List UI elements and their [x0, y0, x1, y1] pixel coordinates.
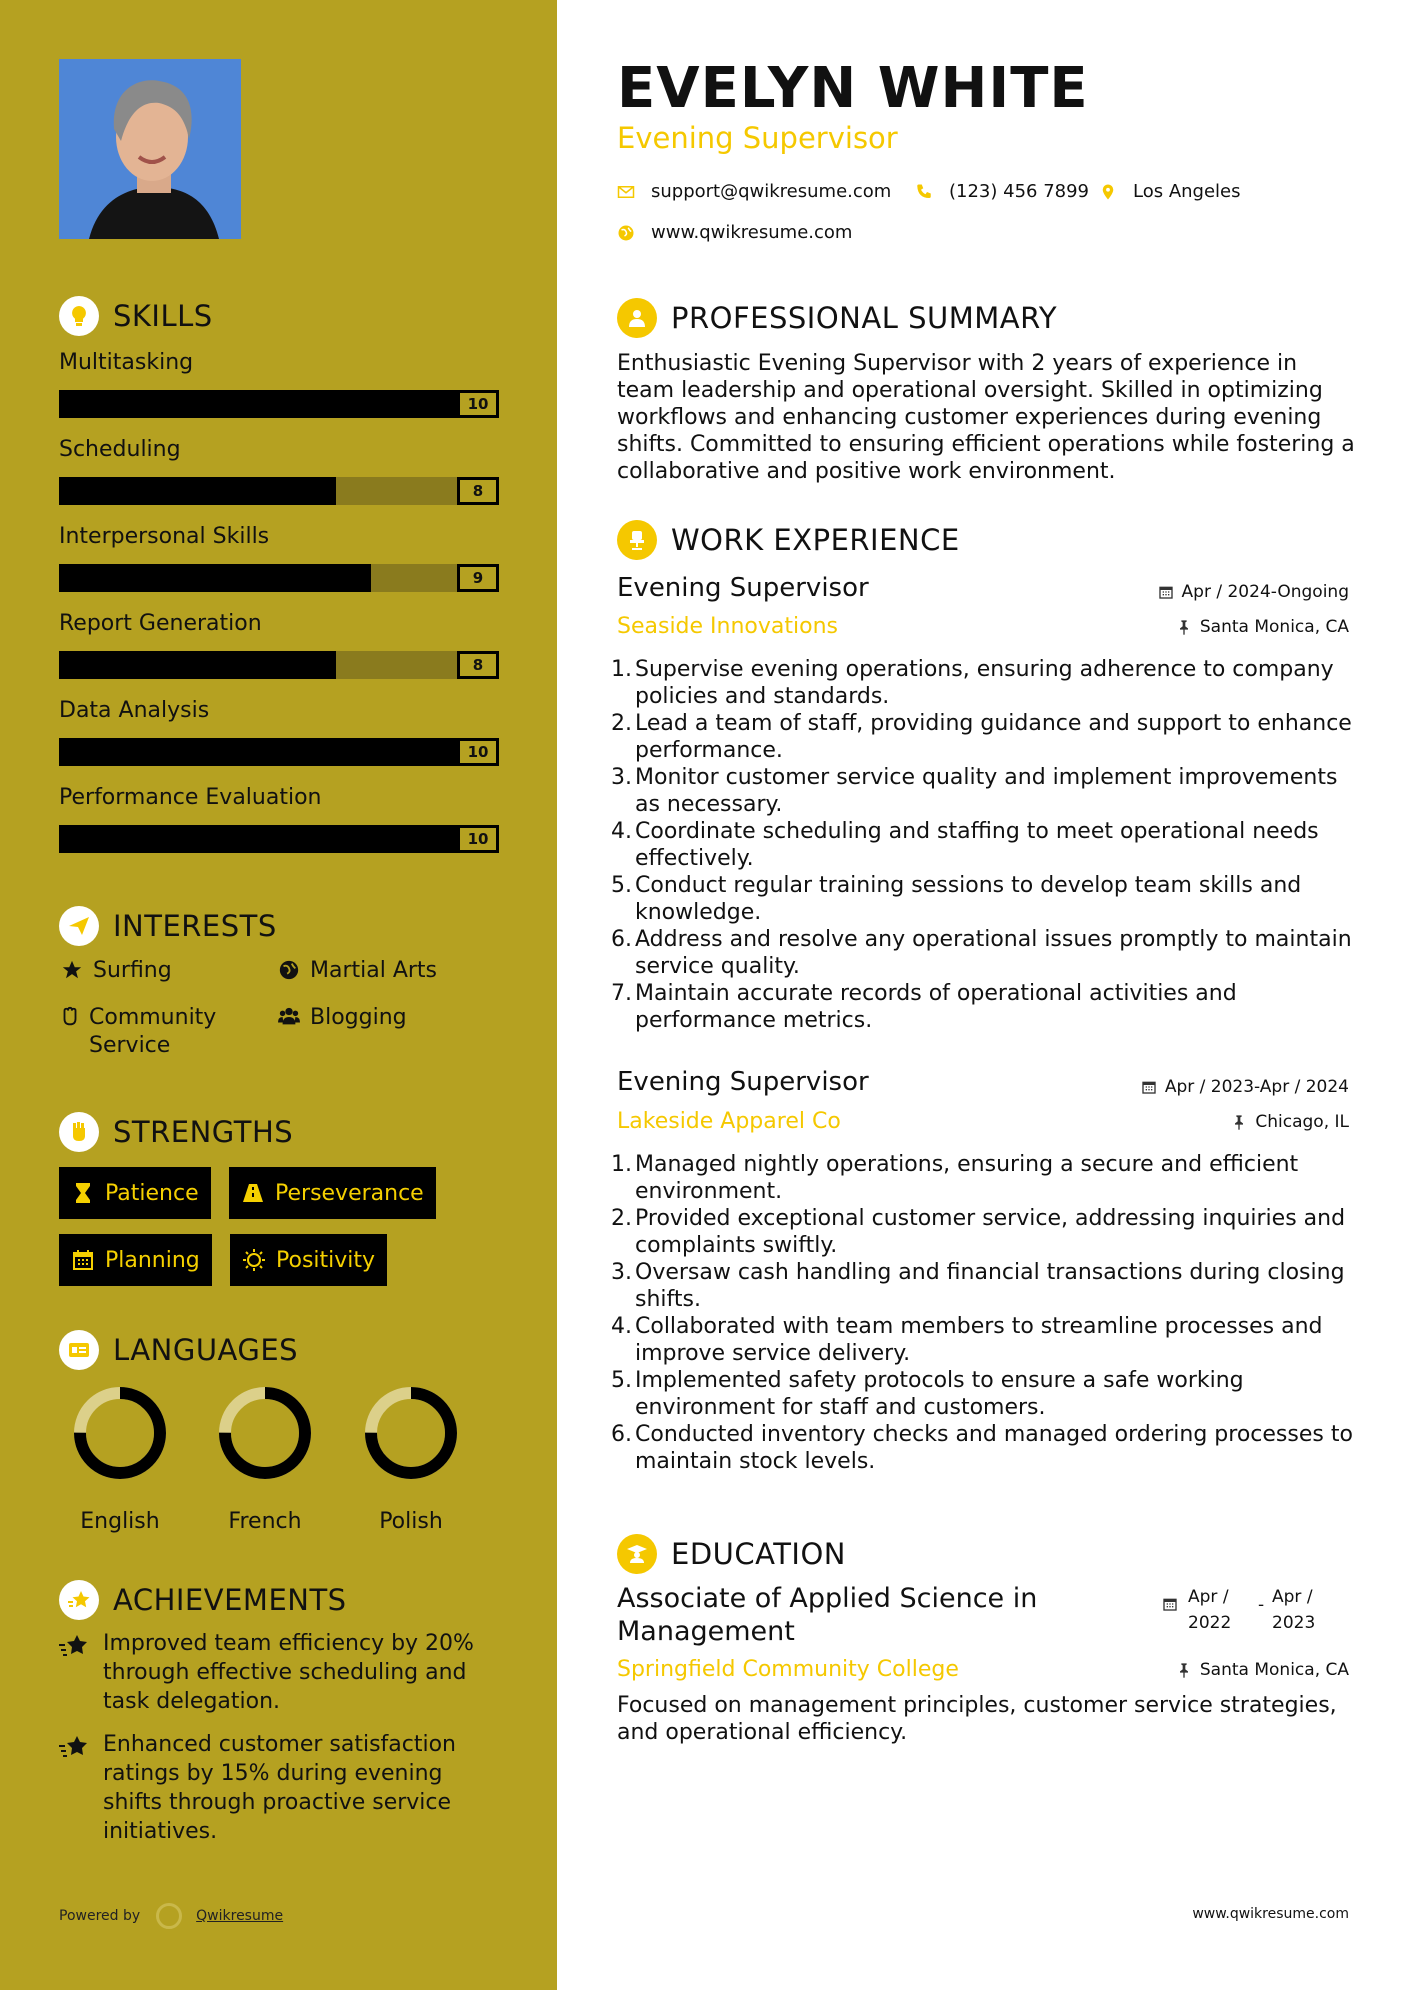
contact-email[interactable] — [617, 181, 891, 202]
skill-fill — [59, 390, 457, 418]
skill-level: 10 — [457, 738, 499, 766]
globe-icon — [276, 957, 302, 985]
skill-fill — [59, 825, 457, 853]
location-text: Los Angeles — [1133, 181, 1241, 202]
star-icon — [59, 957, 85, 985]
strength-label: Patience — [105, 1180, 199, 1206]
skill-fill — [59, 477, 336, 505]
candidate-name: EVELYN WHITE — [617, 56, 1089, 121]
strength-label: Perseverance — [275, 1180, 424, 1206]
skill-item — [59, 785, 499, 848]
interest-item — [59, 957, 172, 985]
achievement-text: Enhanced customer satisfaction ratings by 15% during evening shifts through proactive service initiatives. — [103, 1732, 456, 1844]
education-description: Focused on management principles, customer service strategies, and operational efficiency. — [617, 1693, 1337, 1745]
language-item — [356, 1385, 466, 1534]
graduate-icon — [617, 1534, 657, 1574]
duty-text: Collaborated with team members to streamline processes and improve service delivery. — [635, 1314, 1323, 1366]
achievement-item — [59, 1629, 499, 1716]
skill-bar — [59, 564, 499, 592]
job-dates — [1158, 582, 1349, 602]
job-location — [1176, 617, 1349, 637]
skill-name: Performance Evaluation — [59, 785, 322, 810]
skill-name: Multitasking — [59, 350, 194, 375]
strengths-heading — [59, 1112, 293, 1152]
office-chair-icon — [617, 520, 657, 560]
duty-item: 2. Provided exceptional customer service, addressing inquiries and complaints swiftly. — [617, 1205, 1357, 1259]
contact-location — [1099, 181, 1241, 202]
calendar-icon — [1162, 1596, 1178, 1612]
skill-bar — [59, 477, 499, 505]
language-name: English — [80, 1509, 160, 1534]
education-location-text: Santa Monica, CA — [1199, 1660, 1349, 1680]
hourglass-icon — [71, 1181, 95, 1205]
duty-item: 2. Lead a team of staff, providing guidance and support to enhance performance. — [617, 710, 1357, 764]
job-duties — [611, 656, 1357, 1034]
job-dates-text: Apr / 2024-Ongoing — [1181, 582, 1349, 602]
language-item — [65, 1385, 175, 1534]
skill-level: 8 — [457, 477, 499, 505]
duty-item: 6. Conducted inventory checks and managed ordering processes to maintain stock levels. — [617, 1421, 1357, 1475]
strength-badge — [59, 1167, 211, 1219]
globe-icon — [617, 224, 635, 242]
duty-text: Address and resolve any operational issues promptly to maintain service quality. — [635, 927, 1352, 979]
portrait-illustration — [59, 59, 241, 239]
duty-item: 5. Conduct regular training sessions to develop team skills and knowledge. — [617, 872, 1357, 926]
interest-label: Martial Arts — [310, 958, 438, 983]
duty-item: 4. Coordinate scheduling and staffing to meet operational needs effectively. — [617, 818, 1357, 872]
skill-name: Report Generation — [59, 611, 262, 636]
skill-item — [59, 437, 499, 500]
interests-title: INTERESTS — [113, 909, 277, 943]
skill-bar — [59, 825, 499, 853]
job-location-text: Santa Monica, CA — [1199, 617, 1349, 637]
duty-item: 4. Collaborated with team members to streamline processes and improve service delivery. — [617, 1313, 1357, 1367]
education-heading — [617, 1534, 846, 1574]
contact-phone[interactable] — [915, 181, 1089, 202]
strength-badge — [59, 1234, 212, 1286]
powered-by-text: Powered by — [59, 1908, 141, 1924]
duty-item: 7. Maintain accurate records of operational activities and performance metrics. — [617, 980, 1357, 1034]
interest-label: Surfing — [93, 958, 172, 983]
education-end: Apr / 2023 — [1272, 1587, 1316, 1633]
email-text: support@qwikresume.com — [651, 181, 892, 202]
qwikresume-logo-icon — [156, 1903, 182, 1929]
pushpin-icon — [1176, 1662, 1192, 1678]
language-item — [210, 1385, 320, 1534]
duty-item: 1. Supervise evening operations, ensuring adherence to company policies and standards. — [617, 656, 1357, 710]
phone-text: (123) 456 7899 — [949, 181, 1090, 202]
language-ring — [363, 1385, 459, 1481]
skill-bar — [59, 651, 499, 679]
duty-text: Coordinate scheduling and staffing to meet operational needs effectively. — [635, 819, 1319, 871]
calendar-icon — [71, 1248, 95, 1272]
website-text: www.qwikresume.com — [651, 222, 853, 243]
achievements-title: ACHIEVEMENTS — [113, 1583, 347, 1617]
duty-text: Supervise evening operations, ensuring adherence to company policies and standards. — [635, 657, 1334, 709]
education-start: Apr / 2022 — [1188, 1587, 1232, 1633]
job-title: Evening Supervisor — [617, 1067, 869, 1097]
pushpin-icon — [1231, 1114, 1247, 1130]
hand-icon — [59, 1004, 81, 1060]
skill-name: Interpersonal Skills — [59, 524, 270, 549]
skill-level: 9 — [457, 564, 499, 592]
pushpin-icon — [1176, 619, 1192, 635]
skill-level: 8 — [457, 651, 499, 679]
strengths-title: STRENGTHS — [113, 1115, 294, 1149]
lightbulb-icon — [59, 296, 99, 336]
skill-item — [59, 611, 499, 674]
duty-item: 5. Implemented safety protocols to ensure a safe working environment for staff and customers. — [617, 1367, 1357, 1421]
skills-title: SKILLS — [113, 299, 213, 333]
skill-level: 10 — [457, 390, 499, 418]
summary-heading — [617, 298, 1057, 338]
job-location-text: Chicago, IL — [1255, 1112, 1349, 1132]
duty-text: Conduct regular training sessions to develop team skills and knowledge. — [635, 873, 1302, 925]
education-dates — [1162, 1584, 1342, 1636]
duty-text: Implemented safety protocols to ensure a safe working environment for staff and customers. — [635, 1368, 1244, 1420]
education-title: EDUCATION — [671, 1537, 847, 1571]
language-name: Polish — [379, 1509, 443, 1534]
footer-website[interactable]: www.qwikresume.com — [1192, 1906, 1349, 1922]
skill-item — [59, 698, 499, 761]
education-date-separator: - — [1258, 1595, 1265, 1615]
qwikresume-link[interactable]: Qwikresume — [196, 1908, 284, 1924]
language-name: French — [228, 1509, 302, 1534]
sidebar — [0, 0, 557, 1990]
job-duties — [611, 1151, 1357, 1475]
duty-text: Provided exceptional customer service, addressing inquiries and complaints swiftly. — [635, 1206, 1346, 1258]
map-pin-icon — [1099, 183, 1117, 201]
skill-level: 10 — [457, 825, 499, 853]
strength-badge — [229, 1167, 436, 1219]
interest-item — [276, 1004, 407, 1032]
strength-label: Planning — [105, 1247, 200, 1273]
duty-text: Maintain accurate records of operational activities and performance metrics. — [635, 981, 1237, 1033]
shooting-star-icon — [59, 1730, 95, 1846]
shooting-star-icon — [59, 1580, 99, 1620]
experience-heading — [617, 520, 960, 560]
interest-label: Blogging — [310, 1005, 407, 1030]
paper-plane-icon — [59, 906, 99, 946]
powered-by — [59, 1903, 283, 1929]
skill-bar — [59, 738, 499, 766]
job-dates-text: Apr / 2023-Apr / 2024 — [1164, 1077, 1349, 1097]
phone-icon — [915, 183, 933, 201]
interest-item — [59, 1004, 259, 1060]
job-location — [1231, 1112, 1349, 1132]
calendar-icon — [1141, 1079, 1157, 1095]
skill-fill — [59, 564, 371, 592]
strength-badge — [230, 1234, 387, 1286]
interest-item — [276, 957, 437, 985]
duty-item: 6. Address and resolve any operational issues promptly to maintain service quality. — [617, 926, 1357, 980]
shooting-star-icon — [59, 1629, 95, 1716]
languages-heading — [59, 1330, 298, 1370]
skill-name: Data Analysis — [59, 698, 210, 723]
skill-fill — [59, 651, 336, 679]
achievement-text: Improved team efficiency by 20% through effective scheduling and task delegation. — [103, 1631, 474, 1714]
profile-photo — [59, 59, 241, 239]
achievements-heading — [59, 1580, 347, 1620]
interests-heading — [59, 906, 277, 946]
language-ring — [72, 1385, 168, 1481]
skill-item — [59, 350, 499, 413]
user-icon — [617, 298, 657, 338]
job-dates — [1141, 1077, 1349, 1097]
duty-text: Monitor customer service quality and implement improvements as necessary. — [635, 765, 1338, 817]
sun-icon — [242, 1248, 266, 1272]
education-school: Springfield Community College — [617, 1657, 959, 1682]
duty-text: Managed nightly operations, ensuring a secure and efficient environment. — [635, 1152, 1299, 1204]
envelope-icon — [617, 183, 635, 201]
job-title: Evening Supervisor — [617, 573, 869, 603]
education-degree: Associate of Applied Science in Management — [617, 1583, 1038, 1647]
languages-title: LANGUAGES — [113, 1333, 299, 1367]
id-card-icon — [59, 1330, 99, 1370]
duty-item: 1. Managed nightly operations, ensuring a secure and efficient environment. — [617, 1151, 1357, 1205]
road-icon — [241, 1181, 265, 1205]
duty-text: Lead a team of staff, providing guidance and support to enhance performance. — [635, 711, 1352, 763]
skill-name: Scheduling — [59, 437, 181, 462]
skill-fill — [59, 738, 457, 766]
skill-bar — [59, 390, 499, 418]
job-company: Seaside Innovations — [617, 614, 838, 639]
duty-text: Conducted inventory checks and managed ordering processes to maintain stock levels. — [635, 1422, 1353, 1474]
summary-text: Enthusiastic Evening Supervisor with 2 years of experience in team leadership and operational oversight. Skilled in optimizing workflows and enhancing customer experiences during evening shifts. Committed to ensuring efficient operations while fostering a collaborative and positive work environment. — [617, 351, 1355, 484]
education-location — [1176, 1660, 1349, 1680]
calendar-icon — [1158, 584, 1174, 600]
interest-label: Community Service — [89, 1005, 217, 1058]
users-icon — [276, 1004, 302, 1032]
candidate-role: Evening Supervisor — [617, 121, 898, 155]
duty-item: 3. Monitor customer service quality and implement improvements as necessary. — [617, 764, 1357, 818]
duty-item: 3. Oversaw cash handling and financial transactions during closing shifts. — [617, 1259, 1357, 1313]
summary-title: PROFESSIONAL SUMMARY — [671, 301, 1058, 335]
achievement-item — [59, 1730, 499, 1846]
language-ring — [217, 1385, 313, 1481]
contact-website[interactable] — [617, 222, 852, 243]
strength-label: Positivity — [276, 1247, 376, 1273]
fist-icon — [59, 1112, 99, 1152]
duty-text: Oversaw cash handling and financial transactions during closing shifts. — [635, 1260, 1345, 1312]
skill-item — [59, 524, 499, 587]
job-company: Lakeside Apparel Co — [617, 1109, 841, 1134]
experience-title: WORK EXPERIENCE — [671, 523, 960, 557]
skills-heading — [59, 296, 213, 336]
